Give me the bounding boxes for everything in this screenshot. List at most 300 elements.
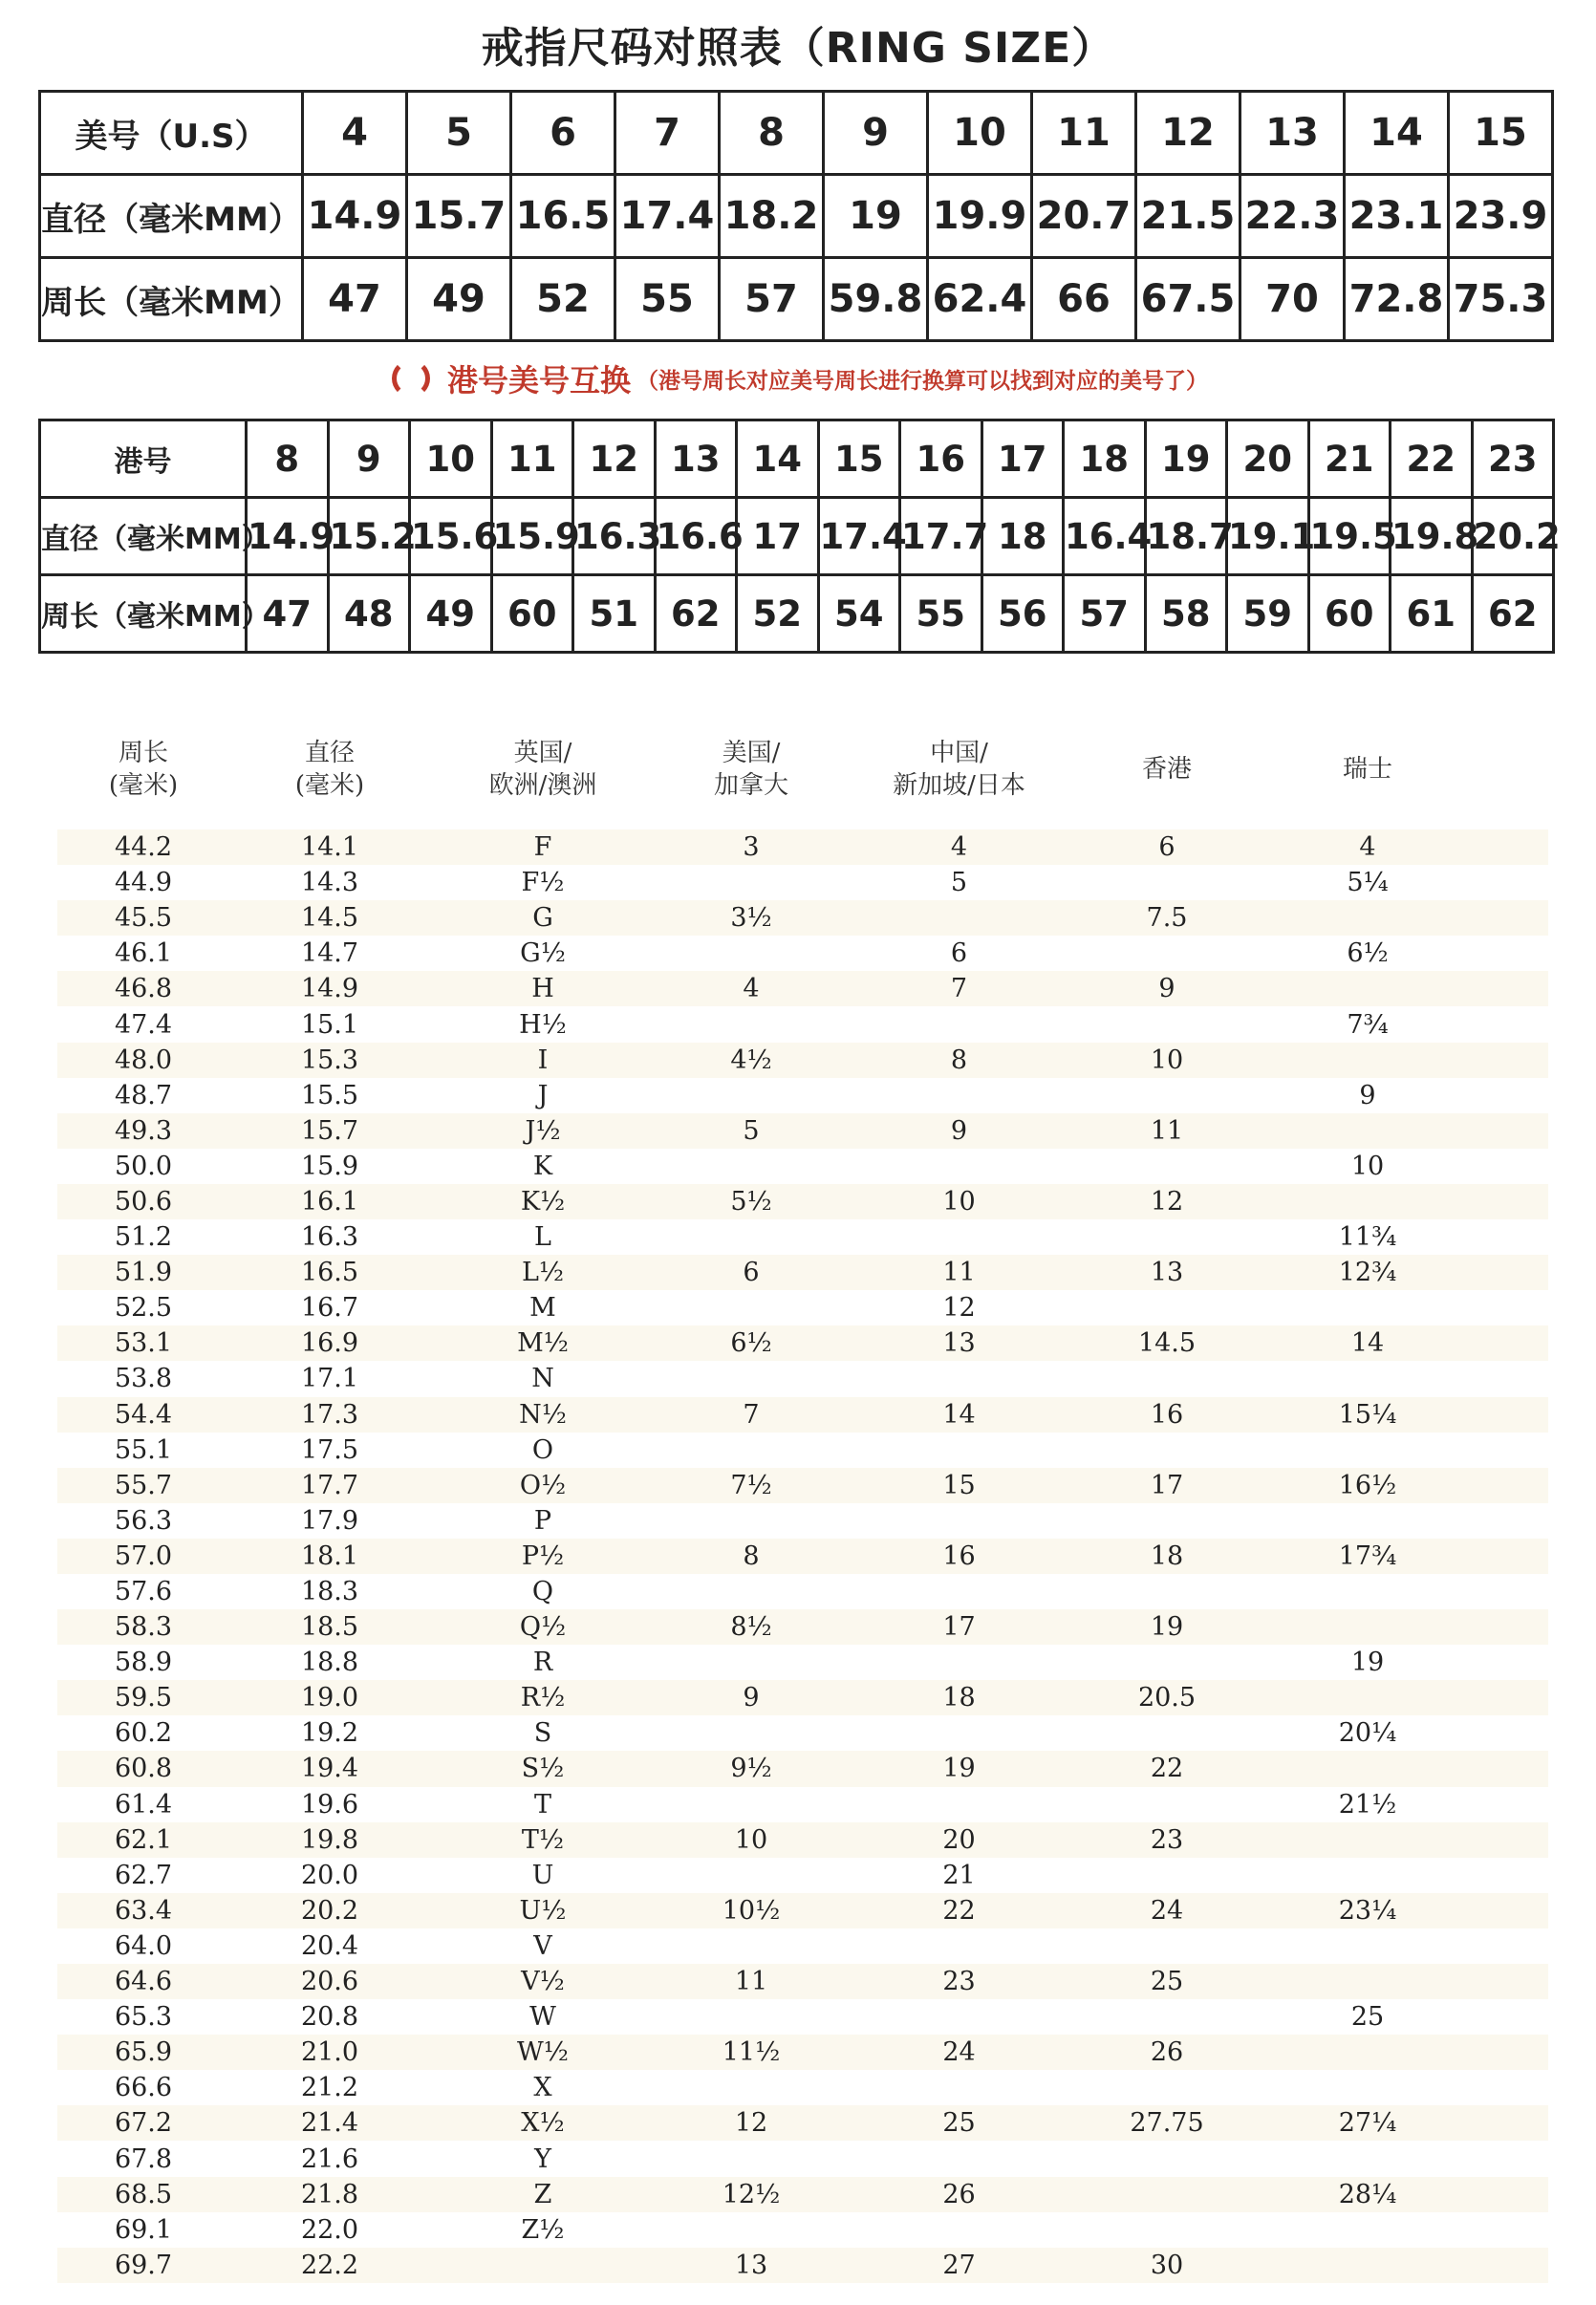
table-cell: 10 <box>734 1824 768 1855</box>
table-cell: 11¾ <box>1338 1222 1397 1253</box>
table-cell: W½ <box>517 2037 569 2068</box>
table-cell: 16 <box>900 420 982 498</box>
table-cell: 22 <box>1150 1754 1184 1784</box>
table-cell: 12 <box>1150 1186 1184 1217</box>
table-cell: 54 <box>818 575 900 653</box>
table-row <box>57 2070 1548 2105</box>
table-cell: 67.5 <box>1136 258 1240 341</box>
table-cell: 12 <box>1136 92 1240 175</box>
table-cell: 48.7 <box>114 1080 173 1110</box>
table-cell: 11 <box>491 420 573 498</box>
table-cell: 7¾ <box>1347 1009 1389 1040</box>
table-cell: 8 <box>720 92 824 175</box>
table-cell: 15 <box>1449 92 1553 175</box>
table-cell: 5½ <box>730 1186 772 1217</box>
table-cell: 54.4 <box>114 1399 173 1430</box>
table-row <box>57 1113 1548 1149</box>
table-cell: 10 <box>928 92 1032 175</box>
column-header <box>1071 753 1262 786</box>
column-header <box>1262 753 1473 786</box>
table-row <box>57 2212 1548 2248</box>
table-cell: 20 <box>1227 420 1309 498</box>
table-cell: 47 <box>247 575 329 653</box>
table-cell: 17.1 <box>300 1364 359 1394</box>
table-cell: 15¼ <box>1338 1399 1397 1430</box>
table-cell: 46.8 <box>114 974 173 1004</box>
table-cell: P <box>533 1505 552 1536</box>
table-row <box>57 1255 1548 1290</box>
table-cell: 15.1 <box>300 1009 359 1040</box>
table-cell: 70 <box>1240 258 1345 341</box>
table-cell: 61.4 <box>114 1789 173 1820</box>
table-cell: 16.7 <box>300 1293 359 1324</box>
table-cell: 20.2 <box>300 1895 359 1926</box>
table-cell: 27 <box>942 2250 976 2280</box>
table-cell: 15.9 <box>491 498 573 575</box>
table-cell: G <box>532 903 553 934</box>
table-cell: 7.5 <box>1146 903 1188 934</box>
table-cell: 53.8 <box>114 1364 173 1394</box>
table-cell: U½ <box>519 1895 567 1926</box>
table-cell: 8 <box>743 1540 760 1571</box>
table-cell: 67.8 <box>114 2143 173 2174</box>
table-cell: 16 <box>942 1540 976 1571</box>
table-cell: 6 <box>1158 832 1175 863</box>
table-cell: 19.6 <box>300 1789 359 1820</box>
table-row <box>57 1219 1548 1255</box>
table-cell: 10½ <box>722 1895 781 1926</box>
table-cell: 50.0 <box>114 1151 173 1181</box>
table-cell: 28¼ <box>1338 2179 1397 2209</box>
row-header-cell: 周长（毫米MM） <box>40 575 247 653</box>
table-cell: 18.5 <box>300 1612 359 1643</box>
table-row <box>57 1433 1548 1468</box>
table-cell: 14.9 <box>300 974 359 1004</box>
table-row <box>57 1149 1548 1184</box>
table-cell: 48 <box>328 575 410 653</box>
table-cell: K <box>532 1151 553 1181</box>
table-cell: Q½ <box>519 1612 567 1643</box>
table-row <box>57 1468 1548 1503</box>
column-header <box>656 737 847 802</box>
table-cell: 15.2 <box>328 498 410 575</box>
table-cell: 19 <box>1350 1648 1385 1678</box>
table-cell: 16 <box>1150 1399 1184 1430</box>
table-cell: 57 <box>1064 575 1146 653</box>
table-cell: 9½ <box>730 1754 772 1784</box>
table-cell: 12 <box>734 2108 768 2139</box>
table-cell: 75.3 <box>1449 258 1553 341</box>
table-cell: 27.75 <box>1130 2108 1204 2139</box>
table-row <box>40 258 1553 341</box>
table-row <box>57 865 1548 900</box>
table-cell: 4 <box>303 92 407 175</box>
table-row <box>57 1787 1548 1822</box>
table-cell: 69.1 <box>114 2214 173 2245</box>
table-row <box>57 1645 1548 1680</box>
table-cell: T <box>533 1789 551 1820</box>
table-cell: 8½ <box>730 1612 772 1643</box>
table-row <box>57 2105 1548 2141</box>
table-cell: 10 <box>1150 1045 1184 1075</box>
column-header-line: 周长 <box>118 739 168 767</box>
table-cell: T½ <box>521 1824 565 1855</box>
table-cell: 44.9 <box>114 868 173 898</box>
table-row <box>57 1822 1548 1858</box>
column-header-line: 美国/ <box>722 739 781 767</box>
table-cell: S½ <box>521 1754 565 1784</box>
table-cell: 5 <box>950 868 968 898</box>
column-header-line: 香港 <box>1141 755 1192 784</box>
table-cell: 60.2 <box>114 1718 173 1749</box>
table-cell: 22 <box>1391 420 1473 498</box>
table-cell: 15.6 <box>410 498 492 575</box>
table-cell: 17.7 <box>300 1470 359 1500</box>
table-row <box>57 1609 1548 1645</box>
table-cell: 3½ <box>730 903 772 934</box>
column-header-line: 瑞士 <box>1342 755 1392 784</box>
table-cell: 15.3 <box>300 1045 359 1075</box>
table-row <box>40 92 1553 175</box>
table-cell: 63.4 <box>114 1895 173 1926</box>
table-row <box>57 1680 1548 1715</box>
table-cell: 12½ <box>722 2179 781 2209</box>
table-cell: 59 <box>1227 575 1309 653</box>
table-cell: X½ <box>521 2108 565 2139</box>
table-row <box>57 1574 1548 1609</box>
column-header <box>847 737 1071 802</box>
table-cell: 18.7 <box>1145 498 1227 575</box>
table-cell: 17.3 <box>300 1399 359 1430</box>
table-cell: 16.3 <box>573 498 656 575</box>
table-cell: 13 <box>1150 1258 1184 1288</box>
table-cell: 14 <box>737 420 819 498</box>
table-cell: 17 <box>737 498 819 575</box>
table-row <box>57 1361 1548 1396</box>
table-cell: 12 <box>573 420 656 498</box>
table-row <box>57 1539 1548 1574</box>
table-cell: 7½ <box>730 1470 772 1500</box>
table-cell: 49 <box>410 575 492 653</box>
table-cell: 67.2 <box>114 2108 173 2139</box>
row-header-cell: 直径（毫米MM） <box>40 175 303 258</box>
column-header-line: 中国/ <box>930 739 988 767</box>
table-cell: 25 <box>942 2108 976 2139</box>
table-cell: 4 <box>1359 832 1376 863</box>
table-cell: 16.5 <box>300 1258 359 1288</box>
table-row <box>57 1751 1548 1786</box>
table-cell: 14.9 <box>303 175 407 258</box>
table-cell: 56.3 <box>114 1505 173 1536</box>
table-cell: 20¼ <box>1338 1718 1397 1749</box>
table-cell: R½ <box>520 1683 566 1713</box>
table-cell: I <box>537 1045 549 1075</box>
table-cell: O <box>531 1434 554 1465</box>
table-cell: J <box>537 1080 549 1110</box>
table-row <box>57 1715 1548 1751</box>
table-cell: 6 <box>743 1258 760 1288</box>
table-cell: 3 <box>743 832 760 863</box>
table-cell: 20.6 <box>300 1967 359 1997</box>
size-exchange-notice <box>392 352 1233 405</box>
table-cell: 21.5 <box>1136 175 1240 258</box>
table-cell: K½ <box>520 1186 566 1217</box>
table-cell: 5 <box>743 1115 760 1146</box>
table-cell: 58.9 <box>114 1648 173 1678</box>
table-cell: 10 <box>1350 1151 1385 1181</box>
table-row <box>57 1999 1548 2035</box>
table-cell: 19 <box>824 175 928 258</box>
table-cell: 17 <box>981 420 1064 498</box>
table-cell: 26 <box>1150 2037 1184 2068</box>
table-cell: 19.1 <box>1227 498 1309 575</box>
table-row <box>57 936 1548 971</box>
table-row <box>57 1184 1548 1219</box>
table-cell: 69.7 <box>114 2250 173 2280</box>
table-cell: 65.3 <box>114 2002 173 2033</box>
row-header-cell: 周长（毫米MM） <box>40 258 303 341</box>
table-cell: 56 <box>981 575 1064 653</box>
table-cell: 16.5 <box>511 175 615 258</box>
table-cell: 23.9 <box>1449 175 1553 258</box>
table-cell: 15.7 <box>407 175 511 258</box>
table-cell: 20.5 <box>1137 1683 1197 1713</box>
table-cell: 17.5 <box>300 1434 359 1465</box>
table-cell: 20 <box>942 1824 976 1855</box>
table-cell: 50.6 <box>114 1186 173 1217</box>
table-cell: 23¼ <box>1338 1895 1397 1926</box>
column-header-line: (毫米) <box>294 771 365 800</box>
table-cell: 11½ <box>722 2037 781 2068</box>
table-cell: 18.8 <box>300 1648 359 1678</box>
hk-size-table-body <box>40 420 1561 653</box>
table-cell: N <box>531 1364 554 1394</box>
table-row <box>57 1964 1548 1999</box>
table-cell: 26 <box>942 2179 976 2209</box>
table-cell: 62.7 <box>114 1860 173 1890</box>
table-cell: 6 <box>511 92 615 175</box>
table-cell: 46.1 <box>114 938 173 969</box>
table-cell: 19 <box>942 1754 976 1784</box>
table-cell: 17.4 <box>615 175 720 258</box>
table-cell: 55.1 <box>114 1434 173 1465</box>
table-cell: Z½ <box>521 2214 565 2245</box>
table-cell: 4 <box>743 974 760 1004</box>
table-cell: 27¼ <box>1338 2108 1397 2139</box>
table-cell: 55 <box>900 575 982 653</box>
table-cell: 55.7 <box>114 1470 173 1500</box>
table-row <box>40 420 1554 498</box>
table-cell: 20.8 <box>300 2002 359 2033</box>
table-cell: 9 <box>328 420 410 498</box>
table-cell: 21.8 <box>300 2179 359 2209</box>
table-cell: 14.5 <box>1137 1328 1197 1359</box>
table-cell: 61 <box>1391 575 1473 653</box>
table-cell: 21 <box>1308 420 1391 498</box>
table-cell: 15.5 <box>300 1080 359 1110</box>
table-row <box>57 971 1548 1006</box>
table-cell: 18.2 <box>720 175 824 258</box>
table-cell: 66.6 <box>114 2073 173 2103</box>
table-cell: 20.2 <box>1472 498 1554 575</box>
table-row <box>57 2248 1548 2283</box>
table-cell: 21.0 <box>300 2037 359 2068</box>
table-cell: 19.0 <box>300 1683 359 1713</box>
us-size-table-body <box>40 92 1553 341</box>
table-cell: N½ <box>519 1399 567 1430</box>
column-header-line: 新加坡/日本 <box>893 771 1025 800</box>
table-cell: 10 <box>410 420 492 498</box>
table-row <box>57 900 1548 936</box>
table-cell: F <box>533 832 552 863</box>
table-cell: 9 <box>743 1683 760 1713</box>
table-cell: 8 <box>247 420 329 498</box>
table-cell: 5¼ <box>1347 868 1389 898</box>
table-cell: 6½ <box>1347 938 1389 969</box>
table-cell: L½ <box>521 1258 565 1288</box>
table-cell: 55 <box>615 258 720 341</box>
table-cell: 9 <box>950 1115 968 1146</box>
table-row <box>57 1397 1548 1433</box>
table-cell: P½ <box>521 1540 565 1571</box>
table-cell: 47.4 <box>114 1009 173 1040</box>
table-cell: 22.2 <box>300 2250 359 2280</box>
table-cell: 52 <box>511 258 615 341</box>
table-cell: S <box>533 1718 552 1749</box>
table-cell: 18 <box>1064 420 1146 498</box>
table-cell: 57.6 <box>114 1577 173 1607</box>
table-cell: 16.1 <box>300 1186 359 1217</box>
table-cell: 59.5 <box>114 1683 173 1713</box>
table-cell: 20.7 <box>1032 175 1136 258</box>
table-cell: 51.9 <box>114 1258 173 1288</box>
column-header <box>57 737 229 802</box>
table-cell: 7 <box>743 1399 760 1430</box>
table-cell: 11 <box>942 1258 976 1288</box>
table-cell: 14.9 <box>247 498 329 575</box>
table-cell: 49 <box>407 258 511 341</box>
table-cell: 13 <box>734 2250 768 2280</box>
table-cell: 58.3 <box>114 1612 173 1643</box>
table-cell: 14.5 <box>300 903 359 934</box>
table-cell: 49.3 <box>114 1115 173 1146</box>
table-cell: 14.3 <box>300 868 359 898</box>
table-cell: 22 <box>942 1895 976 1926</box>
table-cell: 20.0 <box>300 1860 359 1890</box>
us-size-table <box>38 90 1554 342</box>
conversion-table <box>57 717 1548 2283</box>
table-cell: 18 <box>981 498 1064 575</box>
table-cell: 17.9 <box>300 1505 359 1536</box>
table-row <box>57 1325 1548 1361</box>
table-cell: 19.8 <box>1391 498 1473 575</box>
table-cell: 16.9 <box>300 1328 359 1359</box>
table-cell: H <box>531 974 554 1004</box>
table-cell: 4 <box>950 832 968 863</box>
table-cell: 6 <box>950 938 968 969</box>
table-row <box>57 1006 1548 1042</box>
table-cell: 10 <box>942 1186 976 1217</box>
table-cell: 16.6 <box>655 498 737 575</box>
table-cell: 11 <box>1150 1115 1184 1146</box>
table-cell: 23 <box>1472 420 1554 498</box>
table-cell: 60.8 <box>114 1754 173 1784</box>
table-cell: 18 <box>942 1683 976 1713</box>
table-row <box>57 2177 1548 2212</box>
table-cell: 14 <box>1350 1328 1385 1359</box>
table-cell: V <box>533 1930 552 1961</box>
table-cell: M <box>529 1293 556 1324</box>
table-cell: 23.1 <box>1345 175 1449 258</box>
conversion-header <box>57 717 1548 822</box>
table-row <box>57 1858 1548 1893</box>
table-cell: 19.8 <box>300 1824 359 1855</box>
table-cell: L <box>534 1222 551 1253</box>
table-cell: 22.0 <box>300 2214 359 2245</box>
table-cell: 52.5 <box>114 1293 173 1324</box>
table-cell: 65.9 <box>114 2037 173 2068</box>
table-cell: 15.9 <box>300 1151 359 1181</box>
table-cell: 6½ <box>730 1328 772 1359</box>
table-row <box>57 829 1548 865</box>
column-header-line: 欧洲/澳洲 <box>488 771 597 800</box>
table-cell: 52 <box>737 575 819 653</box>
table-cell: 19.4 <box>300 1754 359 1784</box>
table-cell: 53.1 <box>114 1328 173 1359</box>
table-cell: 15.7 <box>300 1115 359 1146</box>
table-cell: 62.1 <box>114 1824 173 1855</box>
table-cell: M½ <box>517 1328 569 1359</box>
table-cell: 19.2 <box>300 1718 359 1749</box>
table-cell: 5 <box>407 92 511 175</box>
table-cell: 24 <box>1150 1895 1184 1926</box>
table-cell: 59.8 <box>824 258 928 341</box>
table-cell: 14.7 <box>300 938 359 969</box>
table-row <box>57 1290 1548 1325</box>
table-cell: 14.1 <box>300 832 359 863</box>
table-cell: 15 <box>818 420 900 498</box>
table-cell: X <box>533 2073 552 2103</box>
table-row <box>57 1893 1548 1928</box>
table-cell: Y <box>534 2143 551 2174</box>
table-row <box>57 2035 1548 2070</box>
table-cell: 14 <box>1345 92 1449 175</box>
table-cell: 44.2 <box>114 832 173 863</box>
table-row <box>40 175 1553 258</box>
table-cell: 72.8 <box>1345 258 1449 341</box>
table-cell: J½ <box>525 1115 561 1146</box>
row-header-cell: 美号（U.S） <box>40 92 303 175</box>
table-cell: 57 <box>720 258 824 341</box>
table-cell: 18 <box>1150 1540 1184 1571</box>
table-cell: 9 <box>1158 974 1175 1004</box>
table-cell: 19 <box>1150 1612 1184 1643</box>
table-cell: 16½ <box>1338 1470 1397 1500</box>
table-cell: 13 <box>655 420 737 498</box>
table-row <box>57 1503 1548 1539</box>
table-cell: 62.4 <box>928 258 1032 341</box>
table-cell: 24 <box>942 2037 976 2068</box>
notice-detail: （港号周长对应美号周长进行换算可以找到对应的美号了） <box>636 368 1209 394</box>
table-cell: W <box>529 2002 556 2033</box>
table-cell: V½ <box>521 1967 565 1997</box>
table-cell: 20.4 <box>300 1930 359 1961</box>
table-cell: 17¾ <box>1338 1540 1397 1571</box>
table-cell: Q <box>531 1577 554 1607</box>
row-header-cell: 港号 <box>40 420 247 498</box>
table-cell: 19.5 <box>1308 498 1391 575</box>
table-row <box>40 575 1554 653</box>
